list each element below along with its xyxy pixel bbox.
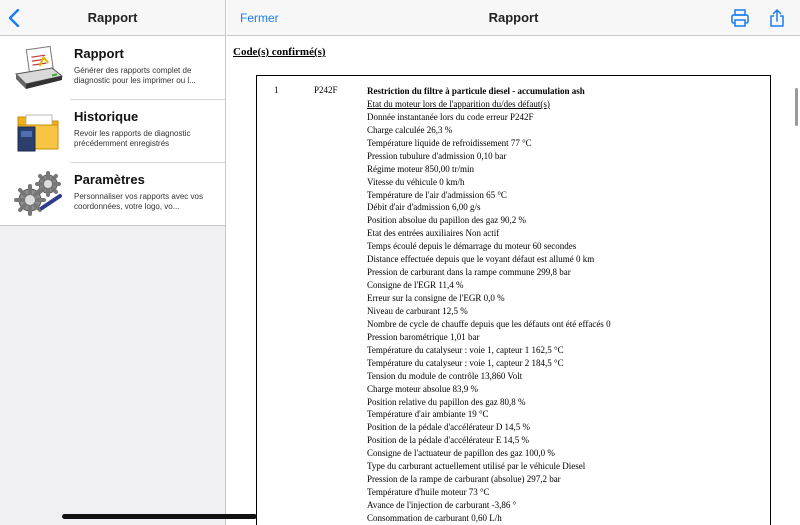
detail-line: Avance de l'injection de carburant -3,86 ° [367,500,517,510]
detail-line: Etat des entrées auxiliaires Non actif [367,228,500,239]
report-document [233,46,788,523]
detail-line: Charge moteur absolue 83,9 % [367,383,479,394]
detail-line: Température du catalyseur : voie 1, capteur 1 162,5 °C [367,344,564,355]
sidebar-header [0,0,225,36]
detail-line: Position de la pédale d'accélérateur D 14,5 % [367,422,531,433]
gears-icon [12,170,64,218]
menu-item-title: Rapport [74,46,124,61]
detail-line: Position relative du papillon des gaz 80,8 % [367,396,526,407]
detail-line: Temps écoulé depuis le démarrage du moteur 60 secondes [367,241,577,252]
detail-line: Tension du module de contrôle 13,860 Volt [367,370,523,381]
detail-line: Niveau de carburant 12,5 % [367,305,468,316]
share-icon[interactable] [767,8,787,28]
row-number: 1 [274,85,279,95]
detail-line: Pression barométrique 1,01 bar [367,331,480,342]
detail-line: Position de la pédale d'accélérateur E 14,5 % [367,435,530,446]
menu-item-description: Revoir les rapports de diagnostic précédemment enregistrés [74,129,191,148]
fault-description: Restriction du filtre à particule diesel - accumulation ash [367,86,585,96]
detail-line: Donnée instantanée lors du code erreur P242F [367,111,534,122]
detail-line: Température d'huile moteur 73 °C [367,487,490,498]
menu-item-description: Personnaliser vos rapports avec vos coordonnées, votre logo, vo... [74,192,203,211]
fault-code-table [256,75,771,525]
printer-report-icon [12,44,64,92]
detail-line: Température liquide de refroidissement 77 °C [367,137,532,148]
detail-line: Consigne de l'EGR 11,4 % [367,280,464,291]
sidebar [0,0,226,525]
menu-item-description: Générer des rapports complet de diagnostic pour les imprimer ou l... [74,66,196,85]
scrollbar[interactable] [795,88,798,126]
detail-line: Vitesse du véhicule 0 km/h [367,176,465,187]
menu-item-parametres[interactable] [0,162,225,225]
detail-line: Distance effectuée depuis que le voyant défaut est allumé 0 km [367,254,595,265]
detail-line: Régime moteur 850,00 tr/min [367,163,474,174]
fault-code: P242F [314,85,338,95]
detail-line: Type du carburant actuellement utilisé par le véhicule Diesel [367,461,586,472]
fault-details [367,85,767,525]
menu-item-title: Historique [74,109,139,124]
detail-line: Nombre de cycle de chauffe depuis que les défauts ont été effacés 0 [367,318,611,329]
detail-line: Consommation de carburant 0,60 L/h [367,512,502,523]
menu-item-historique[interactable] [0,99,225,162]
detail-line: Débit d'air d'admission 6,00 g/s [367,202,481,213]
detail-line: Pression tubulure d'admission 0,10 bar [367,150,507,161]
detail-line: Consigne de l'actuateur de papillon des gaz 100,0 % [367,448,555,459]
report-panel [227,0,800,525]
page-title: Rapport [488,10,539,25]
folder-history-icon [12,107,64,155]
detail-line: Température d'air ambiante 19 °C [367,409,489,420]
detail-line: Pression de la rampe de carburant (absolue) 297,2 bar [367,474,561,485]
menu-item-rapport[interactable] [0,36,225,99]
detail-line: Erreur sur la consigne de l'EGR 0,0 % [367,293,505,303]
detail-line: Pression de carburant dans la rampe commune 299,8 bar [367,267,571,278]
detail-line: Position absolue du papillon des gaz 90,2 % [367,215,526,226]
section-title: Code(s) confirmé(s) [233,46,326,58]
close-button[interactable]: Fermer [240,11,279,25]
menu-item-title: Paramètres [74,172,145,187]
detail-line: Etat du moteur lors de l'apparition du/des défaut(s) [367,98,550,109]
home-indicator [62,514,257,519]
detail-line: Température de l'air d'admission 65 °C [367,189,507,200]
report-menu [0,36,225,226]
print-icon[interactable] [730,8,750,28]
detail-line: Température du catalyseur : voie 1, capteur 2 184,5 °C [367,357,564,368]
detail-line: Charge calculée 26,3 % [367,124,453,135]
report-header [227,0,800,36]
sidebar-title: Rapport [87,10,138,25]
